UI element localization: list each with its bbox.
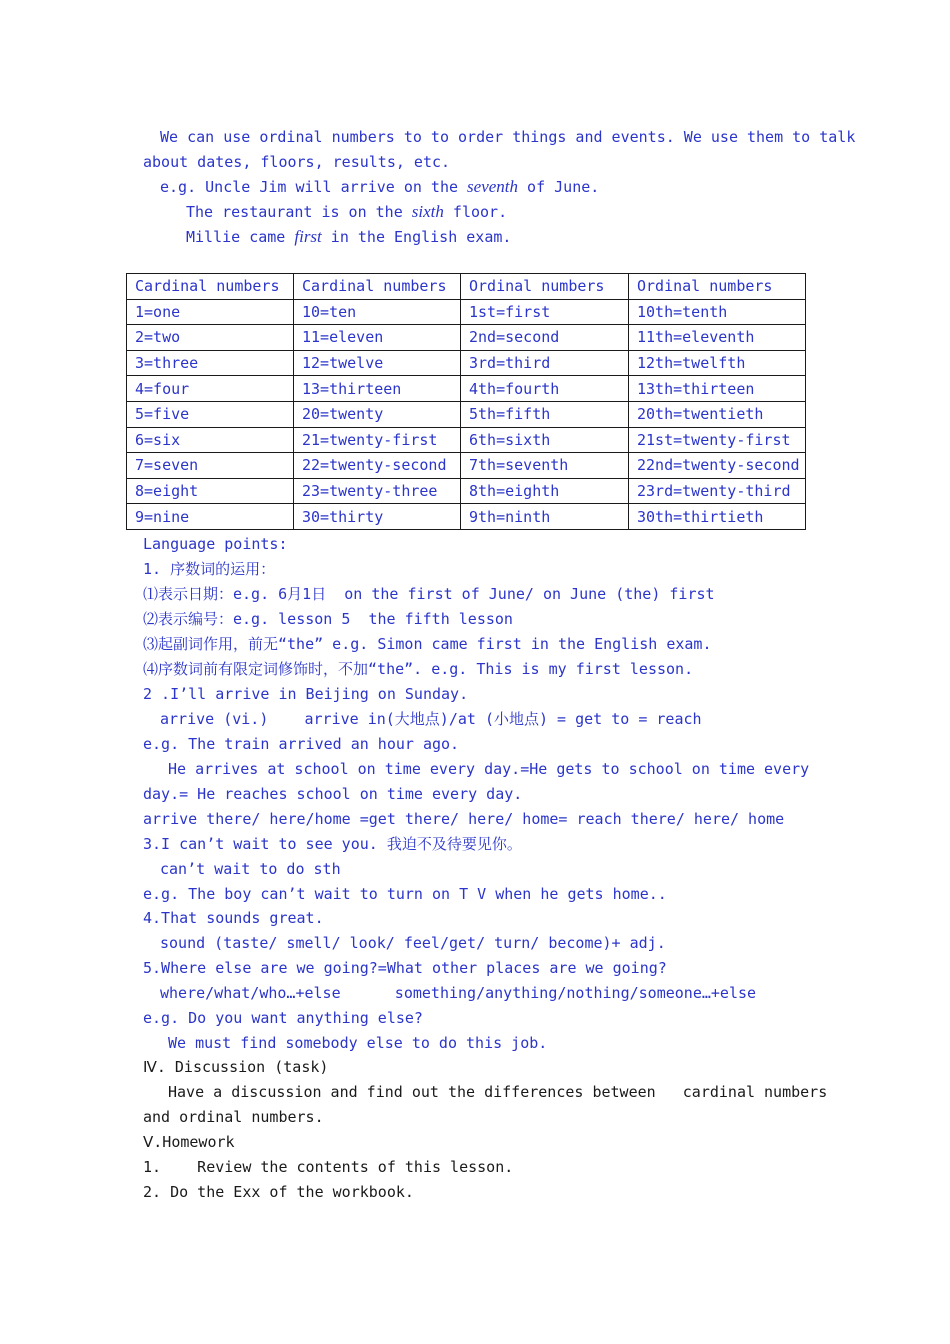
table-cell: 11=eleven [294,325,461,351]
point-1-determiner: ⑷序数词前有限定词修饰时，不加“the”. e.g. This is my first lesson. [143,660,694,678]
table-row [127,325,806,351]
point-4-usage: sound (taste/ smell/ look/ feel/get/ turn/ become)+ adj. [160,934,666,952]
column-header: Cardinal numbers [294,274,461,300]
language-points-heading: Language points: [143,535,288,553]
point-2-example-2: He arrives at school on time every day.=He gets to school on time every [168,760,810,778]
point-1-number: ⑵表示编号：e.g. lesson 5 the fifth lesson [143,610,513,628]
table-cell: 8=eight [127,478,294,504]
table-cell: 13th=thirteen [629,376,806,402]
table-row [127,376,806,402]
table-cell: 2=two [127,325,294,351]
point-2-usage: arrive (vi.) arrive in(大地点)/at (小地点) = get to = reach [160,710,702,728]
table-cell: 23rd=twenty-third [629,478,806,504]
column-header: Cardinal numbers [127,274,294,300]
table-cell: 10=ten [294,299,461,325]
point-3-example: e.g. The boy can’t wait to turn on T V when he gets home.. [143,885,667,903]
table-cell: 4=four [127,376,294,402]
example-text: Millie came [186,228,295,246]
point-5-usage: where/what/who…+else something/anything/nothing/someone…+else [160,984,757,1002]
table-row [127,350,806,376]
table-cell: 5th=fifth [461,401,629,427]
discussion-text-1: Have a discussion and find out the differences between cardinal numbers [168,1083,828,1101]
discussion-text-2: and ordinal numbers. [143,1108,324,1126]
emphasis-word: seventh [467,177,519,196]
homework-heading: Ⅴ.Homework [143,1133,235,1151]
table-header-row [127,274,806,300]
example-text: in the English exam. [321,228,512,246]
example-text: The restaurant is on the [186,203,412,221]
point-2-example-2-cont: day.= He reaches school on time every day. [143,785,523,803]
point-4-title: 4.That sounds great. [143,909,324,927]
example-text: e.g. Uncle Jim will arrive on the [160,178,468,196]
point-3-title: 3.I can’t wait to see you. 我迫不及待要见你。 [143,835,522,853]
table-cell: 23=twenty-three [294,478,461,504]
table-row [127,299,806,325]
point-5-example: e.g. Do you want anything else? [143,1009,423,1027]
column-header: Ordinal numbers [461,274,629,300]
table-row [127,427,806,453]
homework-item-2: 2. Do the Exx of the workbook. [143,1183,414,1201]
intro-line-1: We can use ordinal numbers to to order things and events. We use them to talk [160,128,856,146]
table-cell: 9th=ninth [461,504,629,530]
table-row [127,504,806,530]
numbers-table [126,273,806,530]
point-5-title: 5.Where else are we going?=What other places are we going? [143,959,667,977]
table-cell: 13=thirteen [294,376,461,402]
table-cell: 22nd=twenty-second [629,453,806,479]
point-1-adverb: ⑶起副词作用，前无“the” e.g. Simon came first in the English exam. [143,635,712,653]
table-cell: 20th=twentieth [629,401,806,427]
point-2-note: arrive there/ here/home =get there/ here/ home= reach there/ here/ home [143,810,785,828]
table-cell: 12th=twelfth [629,350,806,376]
emphasis-word: sixth [411,202,444,221]
point-2-title: 2 .I’ll arrive in Beijing on Sunday. [143,685,469,703]
discussion-heading: Ⅳ. Discussion (task) [143,1058,329,1076]
table-row [127,401,806,427]
table-cell: 7th=seventh [461,453,629,479]
table-cell: 8th=eighth [461,478,629,504]
example-seventh [160,177,599,197]
point-3-usage: can’t wait to do sth [160,860,341,878]
table-cell: 30th=thirtieth [629,504,806,530]
example-sixth [186,202,507,222]
table-cell: 22=twenty-second [294,453,461,479]
table-cell: 6th=sixth [461,427,629,453]
column-header: Ordinal numbers [629,274,806,300]
point-2-example: e.g. The train arrived an hour ago. [143,735,460,753]
intro-line-2: about dates, floors, results, etc. [143,153,451,171]
table-cell: 7=seven [127,453,294,479]
homework-item-1: 1. Review the contents of this lesson. [143,1158,514,1176]
table-cell: 30=thirty [294,504,461,530]
point-5-example-2: We must find somebody else to do this job. [168,1034,548,1052]
table-cell: 21=twenty-first [294,427,461,453]
table-cell: 10th=tenth [629,299,806,325]
table-cell: 20=twenty [294,401,461,427]
table-cell: 5=five [127,401,294,427]
table-cell: 12=twelve [294,350,461,376]
point-1-title: 1. 序数词的运用： [143,560,276,578]
table-row [127,478,806,504]
table-cell: 1=one [127,299,294,325]
table-cell: 3rd=third [461,350,629,376]
point-1-date: ⑴表示日期：e.g. 6月1日 on the first of June/ on June (the) first [143,585,715,603]
example-text: floor. [443,203,508,221]
table-cell: 1st=first [461,299,629,325]
table-cell: 6=six [127,427,294,453]
table-cell: 2nd=second [461,325,629,351]
table-cell: 3=three [127,350,294,376]
example-text: of June. [518,178,600,196]
table-cell: 21st=twenty-first [629,427,806,453]
example-first [186,227,511,247]
table-row [127,453,806,479]
emphasis-word: first [294,227,322,246]
table-cell: 9=nine [127,504,294,530]
table-cell: 4th=fourth [461,376,629,402]
table-cell: 11th=eleventh [629,325,806,351]
